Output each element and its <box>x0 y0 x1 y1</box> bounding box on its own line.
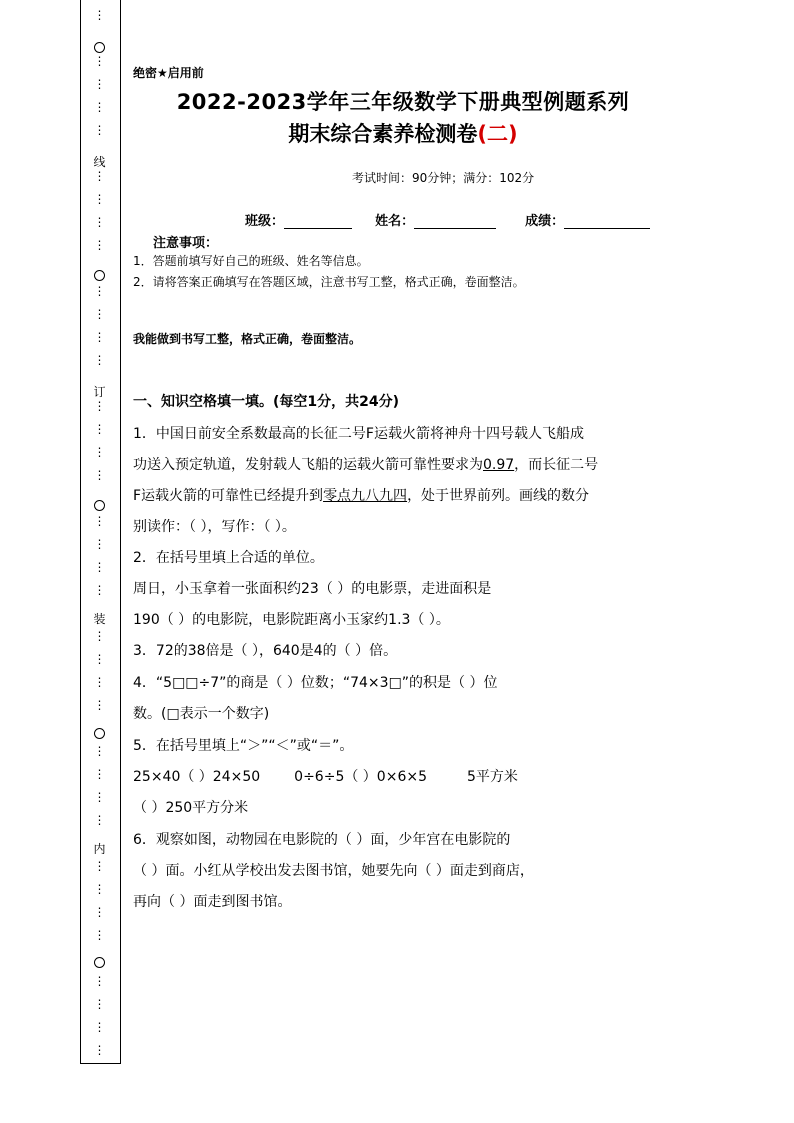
exam-info: 考试时间：90分钟；满分：102分 <box>352 171 535 185</box>
question-2-line: 周日，小玉拿着一张面积约23（ ）的电影票，走进面积是 <box>133 581 492 597</box>
page-title: 2022-2023学年三年级数学下册典型例题系列 <box>176 90 630 114</box>
binding-dots: ⋮ <box>93 54 106 68</box>
binding-dots: ⋮ <box>93 77 106 91</box>
binding-dots: ⋮ <box>93 974 106 988</box>
question-5-line <box>133 766 518 786</box>
notice-title: 注意事项： <box>153 236 219 251</box>
binding-dots: ⋮ <box>93 8 106 22</box>
binding-dots: ⋮ <box>93 905 106 919</box>
binding-dots: ⋮ <box>93 284 106 298</box>
binding-dots: ⋮ <box>93 238 106 252</box>
subtitle-main: 期末综合素养检测卷 <box>288 122 478 146</box>
binding-char: 内 <box>93 842 106 856</box>
binding-dots: ⋮ <box>93 100 106 114</box>
binding-dots: ⋮ <box>93 698 106 712</box>
binding-dots: ⋮ <box>93 744 106 758</box>
notice-item: 2．请将答案正确填写在答题区域，注意书写工整，格式正确，卷面整洁。 <box>133 275 525 289</box>
underlined-number: 零点九八九四 <box>323 488 408 504</box>
binding-dots: ⋮ <box>93 997 106 1011</box>
underlined-number: 0.97 <box>483 457 515 473</box>
student-fields <box>245 210 650 229</box>
question-6-line: 再向（ ）面走到图书馆。 <box>133 894 292 910</box>
binding-char: 订 <box>93 385 106 399</box>
text-run: ，而长征二号 <box>514 457 599 473</box>
binding-char: 装 <box>93 612 106 626</box>
binding-dots: ⋮ <box>93 583 106 597</box>
text-run: 功送入预定轨道，发射载人飞船的运载火箭可靠性要求为 <box>133 457 483 473</box>
binding-dots: ⋮ <box>93 537 106 551</box>
binding-dots: ⋮ <box>93 629 106 643</box>
binding-dots: ⋮ <box>93 928 106 942</box>
text-run: F运载火箭的可靠性已经提升到 <box>133 488 324 504</box>
name-blank[interactable] <box>414 214 496 229</box>
binding-dots: ⋮ <box>93 790 106 804</box>
binding-dots: ⋮ <box>93 675 106 689</box>
binding-dots: ⋮ <box>93 468 106 482</box>
question-6-line: 6．观察如图，动物园在电影院的（ ）面，少年宫在电影院的 <box>133 832 511 848</box>
binding-dots: ⋮ <box>93 767 106 781</box>
binding-dots: ⋮ <box>93 330 106 344</box>
section-title: 一、知识空格填一填。(每空1分，共24分) <box>133 394 400 410</box>
binding-dots: ⋮ <box>93 215 106 229</box>
binding-dots: ⋮ <box>93 422 106 436</box>
binding-dots: ⋮ <box>93 882 106 896</box>
question-1-line <box>133 454 598 474</box>
class-label: 班级： <box>245 214 285 229</box>
promise-statement: 我能做到书写工整，格式正确，卷面整洁。 <box>133 332 362 346</box>
binding-char: 线 <box>93 155 106 169</box>
binding-circle-icon <box>80 728 119 742</box>
binding-dots: ⋮ <box>93 192 106 206</box>
binding-circle-icon <box>80 500 119 514</box>
binding-marks <box>80 0 119 1063</box>
question-2-line: 190（ ）的电影院，电影院距离小玉家约1.3（ ）。 <box>133 612 450 628</box>
binding-dots: ⋮ <box>93 399 106 413</box>
text-run: ，处于世界前列。画线的数分 <box>407 488 590 504</box>
question-4-line: 数。(□表示一个数字) <box>133 706 270 722</box>
binding-dots: ⋮ <box>93 652 106 666</box>
score-label: 成绩： <box>525 214 565 229</box>
compare-item: 5平方米 <box>467 769 518 785</box>
binding-dots: ⋮ <box>93 859 106 873</box>
binding-dots: ⋮ <box>93 813 106 827</box>
name-label: 姓名： <box>375 214 415 229</box>
notice-item: 1．答题前填写好自己的班级、姓名等信息。 <box>133 254 369 268</box>
question-2-title: 2．在括号里填上合适的单位。 <box>133 550 324 566</box>
question-3: 3．72的38倍是（ ），640是4的（ ）倍。 <box>133 643 398 659</box>
subtitle-red: (二) <box>477 122 518 146</box>
binding-dots: ⋮ <box>93 1020 106 1034</box>
page-subtitle <box>133 118 673 148</box>
binding-dots: ⋮ <box>93 514 106 528</box>
binding-dots: ⋮ <box>93 123 106 137</box>
top-secret-label: 绝密★启用前 <box>133 66 204 80</box>
binding-dots: ⋮ <box>93 560 106 574</box>
compare-item: 0÷6÷5（ ）0×6×5 <box>294 769 427 785</box>
binding-dots: ⋮ <box>93 1043 106 1057</box>
question-1-line <box>133 485 589 505</box>
binding-dots: ⋮ <box>93 445 106 459</box>
question-6-line: （ ）面。小红从学校出发去图书馆，她要先向（ ）面走到商店， <box>133 863 534 879</box>
score-blank[interactable] <box>564 214 650 229</box>
class-blank[interactable] <box>284 214 352 229</box>
binding-circle-icon <box>80 42 119 56</box>
compare-item: 25×40（ ）24×50 <box>133 769 261 785</box>
question-4-line: 4．“5□□÷7”的商是（ ）位数；“74×3□”的积是（ ）位 <box>133 675 498 691</box>
binding-dots: ⋮ <box>93 353 106 367</box>
binding-circle-icon <box>80 270 119 284</box>
question-1-line: 别读作：（ ），写作：（ ）。 <box>133 519 296 535</box>
binding-circle-icon <box>80 957 119 971</box>
question-1-line: 1．中国日前安全系数最高的长征二号F运载火箭将神舟十四号载人飞船成 <box>133 426 584 442</box>
binding-dots: ⋮ <box>93 169 106 183</box>
question-5-line: （ ）250平方分米 <box>133 800 249 816</box>
question-5-title: 5．在括号里填上“＞”“＜”或“＝”。 <box>133 738 354 754</box>
binding-dots: ⋮ <box>93 307 106 321</box>
